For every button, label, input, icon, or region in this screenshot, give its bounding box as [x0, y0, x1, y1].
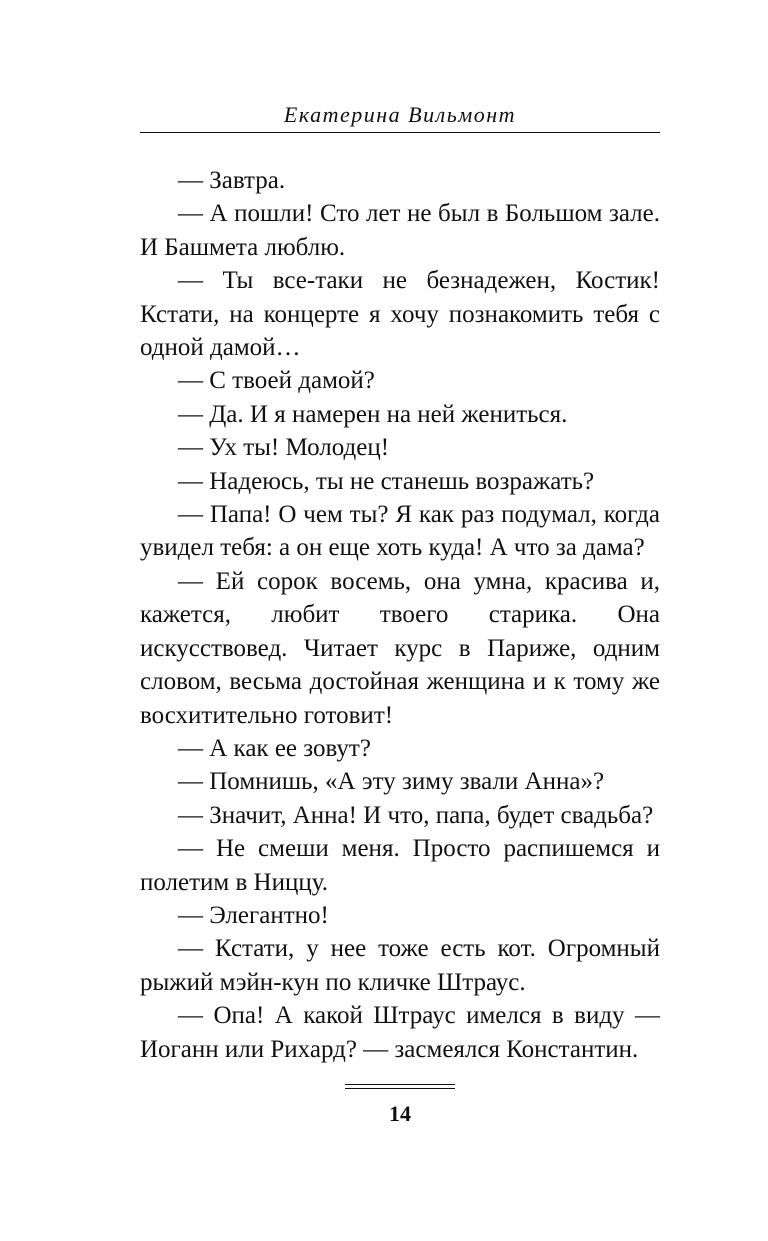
paragraph: — С твоей дамой? [178, 367, 375, 395]
paragraph: — Папа! О чем ты? Я как раз подумал, когда увидел тебя: а он еще хоть куда! А что за дама? [140, 501, 660, 562]
folio-rule-bottom [345, 1088, 455, 1089]
paragraph: — А пошли! Сто лет не был в Большом зале. И Башмета люблю. [140, 200, 660, 261]
paragraph: — Да. И я намерен на ней жениться. [178, 400, 568, 428]
folio-rule-top [345, 1084, 455, 1085]
paragraph: — Завтра. [178, 167, 286, 194]
paragraph: — Ей сорок восемь, она умна, красива и, кажется, любит твоего старика. Она искусствовед. Читает курс в Париже, одним словом, весьма достойная женщина и к тому же восхитительно готовит! [140, 567, 660, 729]
paragraph: — Ух ты! Молодец! [178, 434, 390, 462]
body-text [140, 164, 660, 1066]
paragraph: — Кстати, у нее тоже есть кот. Огромный рыжий мэйн-кун по кличке Штраус. [140, 935, 660, 996]
paragraph: — Опа! А какой Штраус имелся в виду — Иоганн или Рихард? — засмеялся Константин. [140, 1002, 660, 1063]
paragraph: — Значит, Анна! И что, папа, будет свадьба? [178, 801, 654, 829]
page-number: 14 [389, 1101, 411, 1126]
header-rule [140, 132, 660, 133]
running-head-author: Екатерина Вильмонт [283, 102, 517, 127]
paragraph: — Элегантно! [178, 901, 329, 929]
paragraph: — Не смеши меня. Просто распишемся и полетим в Ниццу. [140, 835, 660, 896]
folio-double-rule [345, 1084, 455, 1090]
paragraph: — Ты все-таки не безнадежен, Костик! Кстати, на концерте я хочу познакомить тебя с одной дамой… [140, 267, 660, 362]
paragraph: — А как ее зовут? [178, 734, 371, 762]
paragraph: — Надеюсь, ты не станешь возражать? [178, 467, 595, 495]
paragraph: — Помнишь, «А эту зиму звали Анна»? [178, 768, 605, 796]
